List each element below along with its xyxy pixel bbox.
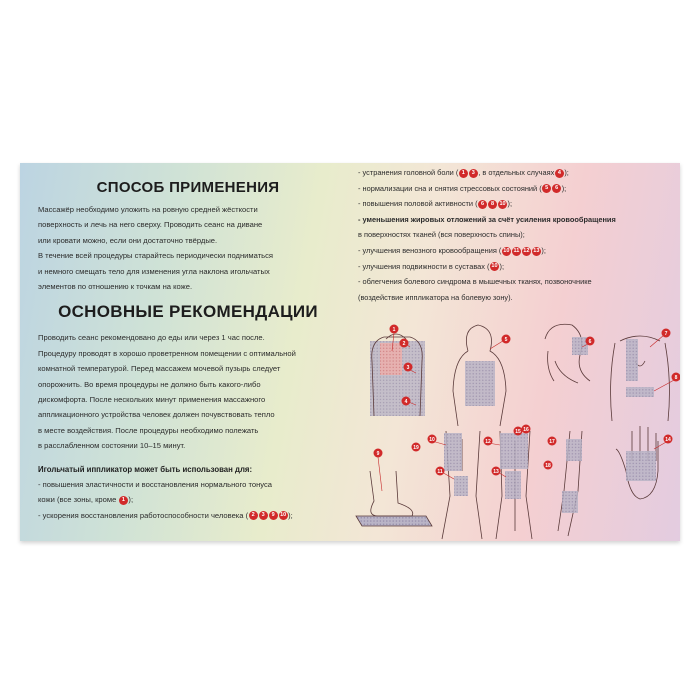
benefit-item — [358, 196, 670, 212]
zone-marker-label: 6 — [588, 338, 592, 345]
zone-marker-label: 15 — [515, 428, 521, 435]
benefit-text-end: ); — [499, 261, 504, 271]
usage-item-end: ); — [128, 495, 134, 505]
text-line: элементов по отношению к точкам на коже. — [38, 282, 193, 292]
number-badge: 10 — [499, 200, 506, 207]
benefit-item — [358, 212, 670, 228]
zone-marker-label: 14 — [665, 436, 671, 443]
benefit-item — [358, 243, 670, 259]
usage-item-text: - ускорения восстановления работоспособности человека ( — [38, 510, 249, 520]
benefit-item — [358, 181, 670, 197]
figure-hand — [616, 426, 658, 499]
zone-marker-label: 1 — [392, 326, 396, 333]
benefit-text: - нормализации сна и снятия стрессовых состояний ( — [358, 183, 542, 193]
number-badge: 13 — [533, 247, 540, 254]
text-line: или кровати можно, если они достаточно твёрдые. — [38, 235, 218, 245]
zone-marker-label: 4 — [404, 398, 408, 405]
benefit-item — [358, 290, 670, 306]
number-badge: 12 — [523, 247, 530, 254]
zone-marker-label: 11 — [437, 468, 443, 475]
figure-back-mat — [370, 334, 425, 416]
zone-marker-label: 17 — [549, 438, 555, 445]
zone-marker-label: 7 — [664, 330, 668, 337]
usage-heading: Игольчатый иппликатор может быть использован для: — [38, 464, 253, 474]
zone-marker-label: 3 — [406, 364, 410, 371]
title-recommendations: ОСНОВНЫЕ РЕКОМЕНДАЦИИ — [58, 302, 318, 322]
text-line: В течение всей процедуры старайтесь периодически подниматься — [38, 251, 274, 261]
number-badge: 10 — [280, 512, 287, 518]
zone-marker-label: 10 — [429, 436, 435, 443]
text-line: Массажёр необходимо уложить на ровную средней жёсткости — [38, 205, 258, 214]
number-badge: 10 — [503, 247, 510, 254]
number-badge: 2 — [249, 511, 258, 520]
figure-chest-front — [611, 336, 670, 421]
number-badge: 9 — [269, 511, 278, 520]
number-badge: 6 — [478, 200, 487, 209]
text-line: в месте воздействия. После процедуры необходимо полежать — [38, 425, 259, 435]
number-badge: 11 — [513, 247, 520, 254]
benefit-text-end: ); — [564, 168, 569, 177]
text-line: Процедуру проводят в хорошо проветренном помещении с оптимальной — [38, 348, 296, 358]
zone-marker-label: 2 — [402, 340, 406, 347]
figure-legs-back — [442, 431, 482, 539]
benefit-text: в поверхностях тканей (вся поверхность спины); — [358, 230, 525, 240]
zone-marker-label: 9 — [376, 450, 380, 457]
zone-marker-label: 18 — [545, 462, 551, 469]
benefit-item — [358, 274, 670, 290]
text-line: опорожнить. Во время процедуры не должно быть какого-либо — [38, 379, 261, 389]
instruction-card — [20, 163, 680, 541]
number-badge: 5 — [542, 184, 551, 193]
benefit-text: , в отдельных случаях — [478, 168, 555, 177]
benefit-text-end: ); — [541, 245, 546, 255]
usage-method-paragraph — [38, 202, 338, 294]
right-column — [358, 165, 670, 305]
zone-marker-label: 19 — [413, 444, 419, 451]
text-line: комнатной температурой. Перед массажем мочевой пузырь следует — [38, 364, 281, 374]
benefit-item — [358, 165, 670, 181]
usage-item-text: кожи (все зоны, кроме — [38, 495, 117, 505]
recommendations-paragraph — [38, 330, 338, 453]
benefit-text: - устранения головной боли ( — [358, 168, 459, 177]
zone-marker-label: 8 — [674, 374, 678, 381]
number-badge: 3 — [259, 511, 268, 520]
benefit-text: - облегчения болевого синдрома в мышечных тканях, позвоночнике — [358, 277, 592, 287]
figure-woman-back — [453, 325, 506, 426]
number-badge: 1 — [119, 496, 128, 505]
benefit-text: - улучшения подвижности в суставах ( — [358, 261, 490, 271]
benefit-text: (воздействие иппликатора на болевую зону). — [358, 292, 513, 302]
number-badge: 6 — [552, 184, 561, 193]
figure-arm — [558, 431, 582, 536]
usage-list — [38, 477, 338, 523]
zone-marker-label: 5 — [504, 336, 508, 343]
usage-item: - повышения эластичности и восстановления нормального тонуса — [38, 479, 273, 489]
benefit-item — [358, 259, 670, 275]
body-zones-illustration — [350, 321, 680, 541]
figure-head-side — [545, 324, 590, 383]
text-line: Проводить сеанс рекомендовано до еды или через 1 час после. — [38, 333, 265, 343]
left-column — [38, 175, 338, 523]
benefit-text-end: ); — [507, 199, 513, 209]
number-badge: 1 — [459, 169, 468, 178]
number-badge: 8 — [488, 200, 497, 209]
text-line: дискомфорта. После нескольких минут применения массажного — [38, 395, 266, 405]
figure-foot-mat — [356, 471, 432, 526]
number-badge: 3 — [469, 169, 478, 178]
benefit-text: - повышения половой активности ( — [358, 199, 478, 209]
number-badge: 4 — [555, 169, 564, 178]
zone-marker-label: 12 — [485, 438, 491, 445]
zone-marker-label: 13 — [493, 468, 499, 475]
zone-marker-label: 16 — [523, 426, 529, 433]
number-badge: 10 — [491, 263, 498, 270]
benefit-text: - улучшения венозного кровообращения ( — [358, 245, 502, 255]
text-line: поверхность и лечь на него сверху. Проводить сеанс на диване — [38, 220, 263, 230]
benefit-text-bold: - уменьшения жировых отложений за счёт усиления кровообращения — [358, 214, 616, 224]
benefit-item — [358, 227, 670, 243]
usage-item — [38, 492, 338, 507]
benefit-text-end: ); — [561, 183, 567, 193]
usage-item — [38, 508, 338, 523]
usage-item-end: ); — [288, 510, 293, 520]
text-line: в расслабленном состоянии 10–15 минут. — [38, 441, 186, 451]
text-line: аппликационного устройства человек должен почувствовать тепло — [38, 410, 275, 420]
title-usage-method: СПОСОБ ПРИМЕНЕНИЯ — [96, 179, 280, 196]
text-line: и немного смещать тело для изменения угла наклона игольчатых — [38, 266, 270, 276]
